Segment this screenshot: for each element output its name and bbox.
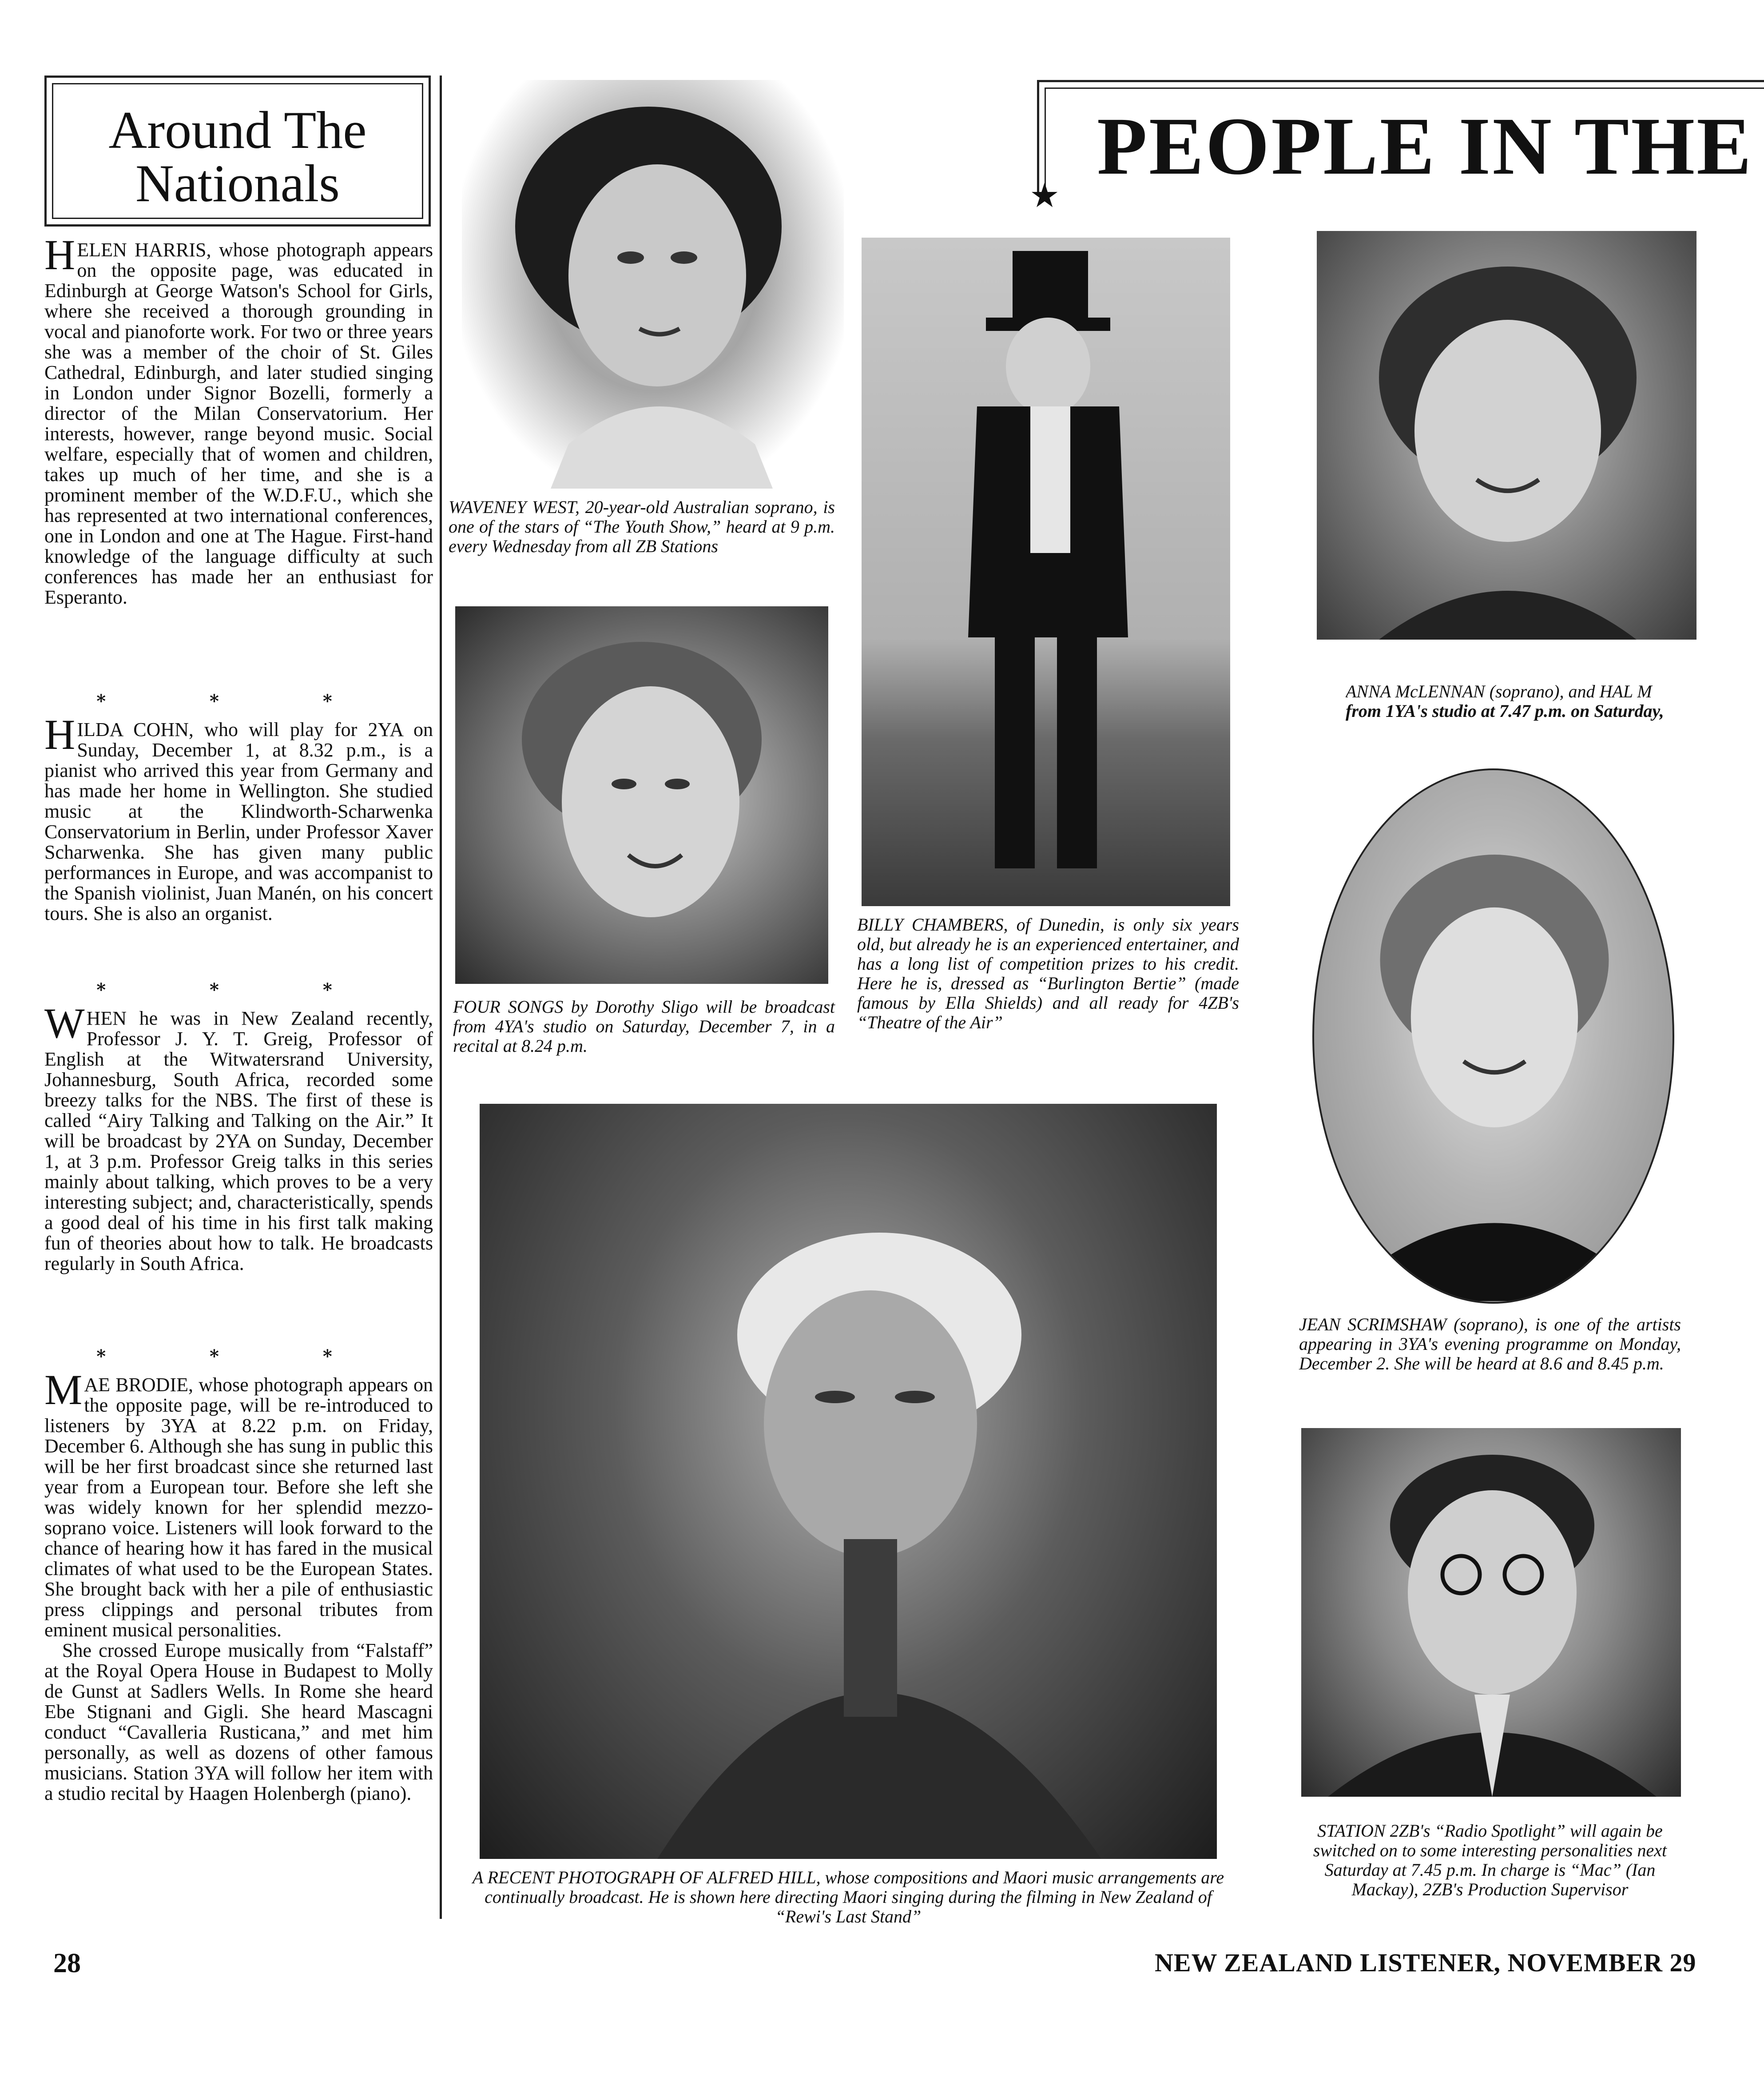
article-text: ILDA COHN, who will play for 2YA on Sunday, December 1, at 8.32 p.m., is a pianist who arrived this year from Germany and has made her home in Wellington. She studied music at the Klindworth-Scharwenka Conservatorium in Berlin, under Professor Xaver Scharwenka. She has given many public performances in Europe, and was accompanist to the Spanish violinist, Juan Manén, on his concert tours. She is also an organist. <box>44 719 433 924</box>
caption-billy-chambers: BILLY CHAMBERS, of Dunedin, is only six years old, but already he is an experienced entertainer, and has a long list of competition prizes to his credit. Here he is, dressed as “Burlington Bertie” (made famous by Ella Shields) and all ready for 4ZB's “Theatre of the Air” <box>857 915 1239 1032</box>
portrait-man-icon <box>1301 1428 1681 1797</box>
photo-billy-chambers <box>862 238 1230 906</box>
caption-alfred-hill: A RECENT PHOTOGRAPH OF ALFRED HILL, whose compositions and Maori music arrangements are continually broadcast. He is shown here directing Maori singing during the filming in New Zealand of “Rewi's Last Stand” <box>472 1867 1224 1926</box>
dropcap: M <box>44 1366 83 1413</box>
portrait-man-icon <box>480 1104 1217 1859</box>
section-title-box <box>44 76 431 227</box>
portrait-woman-icon <box>462 80 844 489</box>
feature-title: PEOPLE IN THE <box>1097 101 1753 192</box>
caption-four-songs: FOUR SONGS by Dorothy Sligo will be broadcast from 4YA's studio on Saturday, December 7, in a recital at 8.24 p.m. <box>453 997 835 1056</box>
caption-waveney-west: WAVENEY WEST, 20-year-old Australian soprano, is one of the stars of “The Youth Show,” heard at 9 p.m. every Wednesday from all ZB Stations <box>449 497 835 556</box>
separator: * * * <box>96 1346 381 1367</box>
article-mae-brodie <box>44 1366 433 1804</box>
section-title-line2: Nationals <box>135 154 340 213</box>
article-hilda-cohn <box>44 711 433 924</box>
dropcap: W <box>44 999 85 1047</box>
portrait-woman-icon <box>1317 231 1696 640</box>
photo-waveney-west <box>462 80 844 489</box>
caption-anna-line2: from 1YA's studio at 7.47 p.m. on Saturday, <box>1346 701 1664 721</box>
portrait-woman-icon <box>455 606 828 984</box>
photo-ian-mackay <box>1301 1428 1681 1797</box>
portrait-boy-icon <box>862 238 1230 906</box>
dropcap: H <box>44 231 75 279</box>
article-text: ELEN HARRIS, whose photograph appears on the opposite page, was educated in Edinburgh at George Watson's School for Girls, where she received a thorough grounding in vocal and pianoforte work. For two or three years she was a member of the choir of St. Giles Cathedral, Edinburgh, and later studied singing in London under Signor Bozelli, formerly a director of the Milan Conservatorium. Her interests, however, range beyond music. Social welfare, especially that of women and children, takes up much of her time, and she is a prominent member of the W.D.F.U., which she has represented at two international conferences, one in London and one at The Hague. First-hand knowledge of the language difficulty at such conferences has made her an enthusiast for Esperanto. <box>44 239 433 608</box>
article-text: AE BRODIE, whose photograph appears on the opposite page, will be re-introduced to listeners by 3YA at 8.22 p.m. on Friday, December 6. Although she has sung in public this will be her first broadcast since she returned last year from a European tour. Before she left she was widely known for her splendid mezzo-soprano voice. Listeners will look forward to the chance of hearing how it has fared in the musical climates of what used to be the European States. She brought back with her a pile of enthusiastic press clippings and personal tributes from eminent musical personalities. <box>44 1374 433 1641</box>
caption-anna-line1: ANNA McLENNAN (soprano), and HAL M <box>1346 682 1652 701</box>
photo-anna-mclennan <box>1317 231 1696 640</box>
caption-anna-mclennan <box>1346 682 1764 721</box>
article-text-continued: She crossed Europe musically from “Falstaff” at the Royal Opera House in Budapest to Molly de Gunst at Sadlers Wells. In Rome she heard Ebe Stignani and Gigli. She heard Mascagni conduct “Cavalleria Rusticana,” and met him personally, as well as dozens of other famous musicians. Station 3YA will follow her item with a studio recital by Haagen Holenbergh (piano). <box>44 1639 433 1804</box>
photo-alfred-hill <box>480 1104 1217 1859</box>
column-rule <box>440 76 442 1919</box>
photo-dorothy-sligo <box>455 606 828 984</box>
article-text: HEN he was in New Zealand recently, Professor J. Y. T. Greig, Professor of English at the Witwatersrand University, Johannesburg, South Africa, recorded some breezy talks for the NBS. The first of these is called “Airy Talking and Talking on the Air.” It will be broadcast by 2YA on Sunday, December 1, at 3 p.m. Professor Greig talks in this series mainly about talking, which proves to be a very interesting subject; and, characteristically, spends a good deal of his time in his first talk making fun of theories about how to talk. He broadcasts regularly in South Africa. <box>44 1007 433 1274</box>
article-greig <box>44 999 433 1274</box>
article-helen-harris <box>44 231 433 608</box>
page-number: 28 <box>53 1948 81 1978</box>
separator: * * * <box>96 691 381 712</box>
section-title-line1: Around The <box>108 100 367 159</box>
portrait-woman-icon <box>1314 770 1673 1302</box>
publication-line: NEW ZEALAND LISTENER, NOVEMBER 29 <box>1155 1948 1696 1977</box>
star-icon: ★ <box>1029 175 1060 215</box>
caption-station-2zb: STATION 2ZB's “Radio Spotlight” will again be switched on to some interesting personalities next Saturday at 7.45 p.m. In charge is “Mac” (Ian Mackay), 2ZB's Production Supervisor <box>1313 1821 1667 1899</box>
separator: * * * <box>96 979 381 1000</box>
caption-jean-scrimshaw: JEAN SCRIMSHAW (soprano), is one of the artists appearing in 3YA's evening programme on Monday, December 2. She will be heard at 8.6 and 8.45 p.m. <box>1299 1314 1681 1373</box>
dropcap: H <box>44 711 75 758</box>
photo-jean-scrimshaw <box>1312 768 1674 1304</box>
